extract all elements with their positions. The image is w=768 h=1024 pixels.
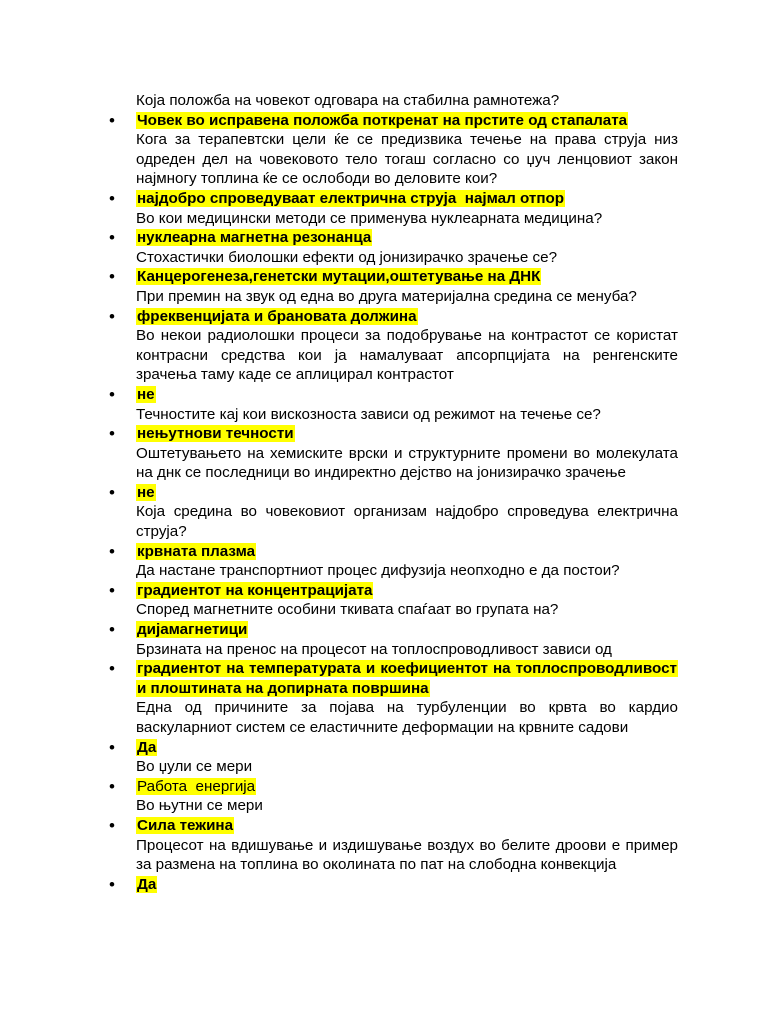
highlighted-answer: Сила тежина bbox=[137, 816, 234, 834]
answer-10 bbox=[109, 580, 678, 601]
highlighted-answer: најдобро спроведуваат електрична струја најмал отпор bbox=[137, 189, 565, 207]
highlighted-answer: Човек во исправена положба поткренат на прстите од стапалата bbox=[137, 111, 628, 129]
question-13: Една од причините за појава на турбуленции во крвта во кардио васкуларниот систем се еластичните деформации на крвните садови bbox=[136, 699, 678, 736]
document-body bbox=[109, 91, 678, 894]
answer-7 bbox=[109, 424, 678, 444]
question-3: Во кои медицински методи се применува нуклеарната медицина? bbox=[136, 209, 603, 227]
question-4: Стохастички биолошки ефекти од јонизирачко зрачење се? bbox=[136, 248, 558, 266]
answer-8 bbox=[109, 482, 678, 503]
answer-9 bbox=[109, 541, 678, 562]
question-15: Во њутни се мери bbox=[136, 797, 263, 815]
question-8: Оштетувањето на хемиските врски и структурните промени во молекулата на днк се последници во индиректно дејство на јонизирачко зрачење bbox=[136, 444, 678, 482]
answer-3 bbox=[109, 228, 678, 248]
question-2: Кога за терапевтски цели ќе се предизвика течење на права струја низ одреден дел на човековото тело тогаш согласно со џуч ленцовиот закон најмногу топлина ќе се ослободи во деловите кои? bbox=[136, 131, 678, 188]
bullet-icon: • bbox=[109, 737, 115, 757]
bullet-icon: • bbox=[109, 580, 115, 600]
question-5: При премин на звук од една во друга материјална средина се менуба? bbox=[136, 287, 637, 305]
answer-13 bbox=[109, 737, 678, 758]
answer-16 bbox=[109, 874, 678, 895]
bullet-icon: • bbox=[109, 776, 115, 796]
bullet-icon: • bbox=[109, 267, 115, 287]
bullet-icon: • bbox=[109, 188, 115, 208]
highlighted-answer: градиентот на концентрацијата bbox=[137, 581, 373, 599]
bullet-icon: • bbox=[109, 110, 115, 130]
question-10: Да настане транспортниот процес дифузија неопходно е да постои? bbox=[136, 562, 620, 580]
answer-14 bbox=[109, 776, 678, 797]
highlighted-answer: дијамагнетици bbox=[137, 621, 248, 639]
answer-11 bbox=[109, 620, 678, 640]
bullet-icon: • bbox=[109, 659, 115, 679]
highlighted-answer: крвната плазма bbox=[137, 542, 256, 560]
answer-4 bbox=[109, 267, 678, 287]
question-9: Која средина во човековиот организам најдобро спроведува електрична струја? bbox=[136, 503, 678, 541]
highlighted-answer: фреквенцијата и брановата должина bbox=[137, 307, 417, 325]
question-7: Течностите кај кои вискозноста зависи од режимот на течење се? bbox=[136, 405, 601, 423]
bullet-icon: • bbox=[109, 228, 115, 248]
bullet-icon: • bbox=[109, 482, 115, 502]
answer-5 bbox=[109, 306, 678, 327]
answer-15 bbox=[109, 815, 678, 836]
bullet-icon: • bbox=[109, 424, 115, 444]
bullet-icon: • bbox=[109, 620, 115, 640]
question-1: Која положба на човекот одговара на стабилна рамнотежа? bbox=[136, 92, 560, 109]
bullet-icon: • bbox=[109, 306, 115, 326]
bullet-icon: • bbox=[109, 384, 115, 404]
answer-2 bbox=[109, 188, 678, 209]
highlighted-answer: Да bbox=[137, 738, 157, 756]
question-14: Во џули се мери bbox=[136, 758, 253, 776]
highlighted-answer: Да bbox=[137, 875, 157, 893]
question-6: Во некои радиолошки процеси за подобрување на контрастот се користат контрасни средства кои ја намалуваат апсорпцијата на ренгенските зрачења таму каде се аплицирал контрастот bbox=[136, 327, 678, 384]
highlighted-answer: Работа енергија bbox=[137, 777, 256, 795]
highlighted-answer: нењутнови течности bbox=[137, 425, 294, 443]
answer-12 bbox=[109, 659, 678, 698]
highlighted-answer: Канцерогенеза,генетски мутации,оштетување на ДНК bbox=[137, 268, 541, 286]
answer-1 bbox=[109, 110, 678, 131]
highlighted-answer: не bbox=[137, 483, 155, 501]
question-11: Според магнетните особини ткивата спаѓаат во групата на? bbox=[136, 601, 559, 619]
question-12: Брзината на пренос на процесот на топлоспроводливост зависи од bbox=[136, 640, 612, 658]
highlighted-answer: нуклеарна магнетна резонанца bbox=[137, 229, 372, 247]
question-16: Процесот на вдишување и издишување воздух во белите дроови е пример за размена на топлина во околината по пат на слободна конвекција bbox=[136, 836, 678, 874]
answer-6 bbox=[109, 384, 678, 405]
bullet-icon: • bbox=[109, 815, 115, 835]
bullet-icon: • bbox=[109, 541, 115, 561]
bullet-icon: • bbox=[109, 874, 115, 894]
highlighted-answer: не bbox=[137, 385, 155, 403]
highlighted-answer: градиентот на температурата и коефициентот на топлоспроводливост и плоштината на допирната површина bbox=[137, 660, 677, 697]
